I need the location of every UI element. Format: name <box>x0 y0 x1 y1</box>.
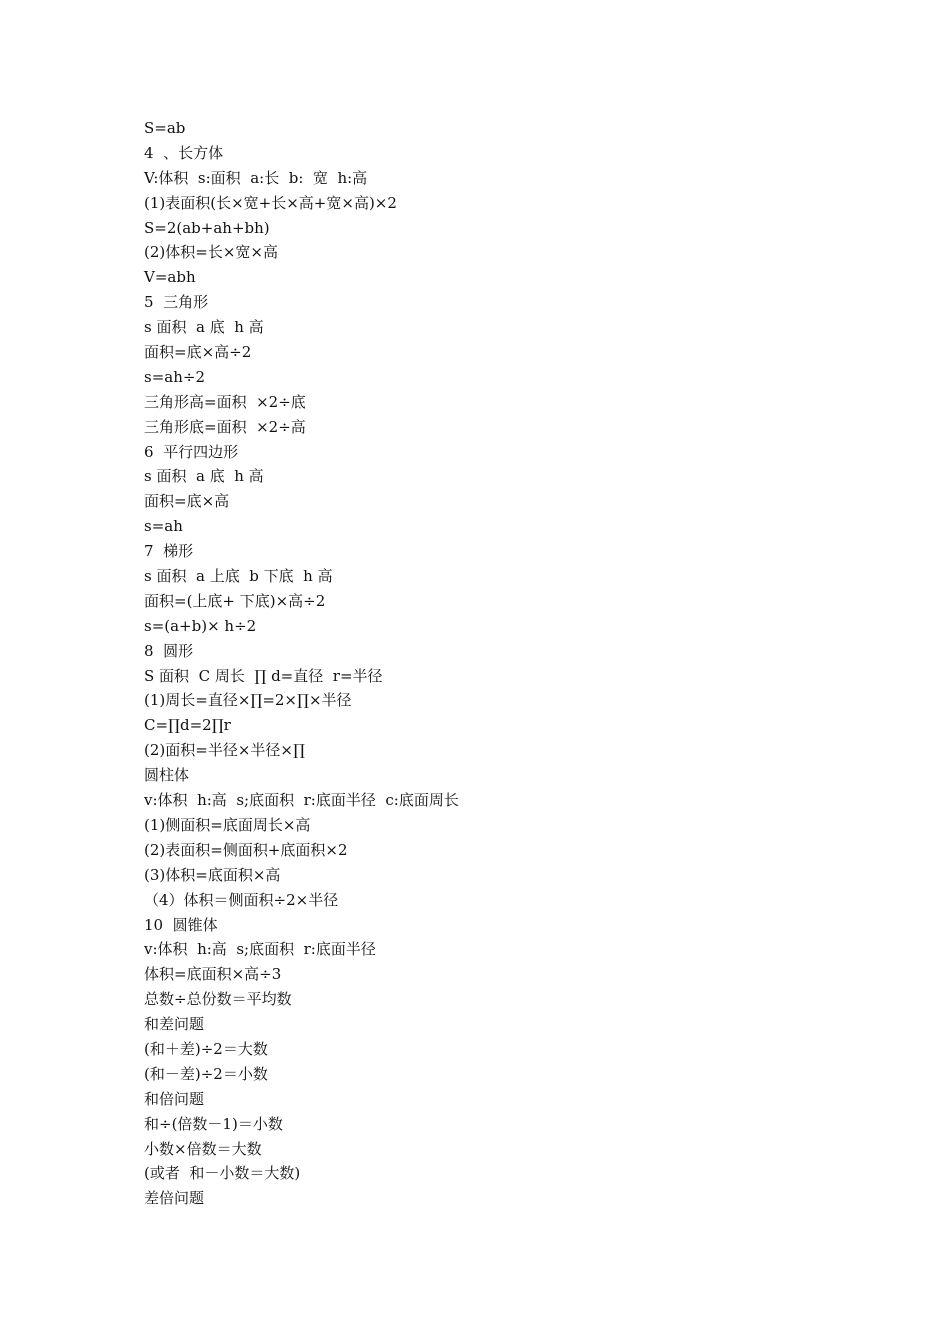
text-line: (2)体积=长×宽×高 <box>144 243 278 262</box>
text-line: s=ah÷2 <box>144 367 205 386</box>
text-line: C=∏d=2∏r <box>144 716 231 735</box>
section-heading: 6 平行四边形 <box>144 442 239 461</box>
text-line: (和＋差)÷2＝大数 <box>144 1039 268 1058</box>
text-line: V:体积 s:面积 a:长 b: 宽 h:高 <box>144 168 368 187</box>
text-line: (2)表面积=侧面积+底面积×2 <box>144 840 348 859</box>
text-line: 小数×倍数＝大数 <box>144 1139 262 1158</box>
text-line: 面积=(上底+ 下底)×高÷2 <box>144 591 326 610</box>
text-line: 总数÷总份数＝平均数 <box>144 990 292 1009</box>
section-heading: 和倍问题 <box>144 1089 205 1108</box>
section-heading: 和差问题 <box>144 1015 205 1034</box>
text-line: (或者 和－小数＝大数) <box>144 1164 301 1183</box>
text-line: (和－差)÷2＝小数 <box>144 1064 268 1083</box>
text-line: (1)表面积(长×宽+长×高+宽×高)×2 <box>144 193 397 212</box>
section-heading: 4 、长方体 <box>144 143 224 162</box>
text-line: 和÷(倍数－1)＝小数 <box>144 1114 283 1133</box>
text-line: 面积=底×高÷2 <box>144 343 252 362</box>
text-line: s 面积 a 上底 b 下底 h 高 <box>144 567 333 586</box>
text-line: (1)侧面积=底面周长×高 <box>144 815 311 834</box>
text-line: S=2(ab+ah+bh) <box>144 218 270 237</box>
section-heading: 差倍问题 <box>144 1189 205 1208</box>
text-line: s 面积 a 底 h 高 <box>144 467 264 486</box>
text-line: 三角形底=面积 ×2÷高 <box>144 417 306 436</box>
section-heading: 10 圆锥体 <box>144 915 218 934</box>
text-line: (3)体积=底面积×高 <box>144 865 281 884</box>
text-line: v:体积 h:高 s;底面积 r:底面半径 <box>144 940 376 959</box>
text-line: (2)面积=半径×半径×∏ <box>144 741 305 760</box>
section-heading: 5 三角形 <box>144 293 209 312</box>
text-line: S 面积 C 周长 ∏ d=直径 r=半径 <box>144 666 383 685</box>
text-line: (1)周长=直径×∏=2×∏×半径 <box>144 691 352 710</box>
text-line: 三角形高=面积 ×2÷底 <box>144 392 306 411</box>
text-line: V=abh <box>144 268 196 287</box>
section-heading: 圆柱体 <box>144 766 190 785</box>
text-line: 面积=底×高 <box>144 492 230 511</box>
text-line: S=ab <box>144 119 186 137</box>
text-line: s=(a+b)× h÷2 <box>144 616 257 635</box>
text-line: （4）体积＝侧面积÷2×半径 <box>144 890 339 909</box>
text-line: v:体积 h:高 s;底面积 r:底面半径 c:底面周长 <box>144 791 459 810</box>
section-heading: 8 圆形 <box>144 641 194 660</box>
section-heading: 7 梯形 <box>144 542 194 561</box>
text-line: 体积=底面积×高÷3 <box>144 965 282 984</box>
document-body <box>144 116 844 1211</box>
text-line: s 面积 a 底 h 高 <box>144 318 264 337</box>
text-line: s=ah <box>144 517 183 536</box>
